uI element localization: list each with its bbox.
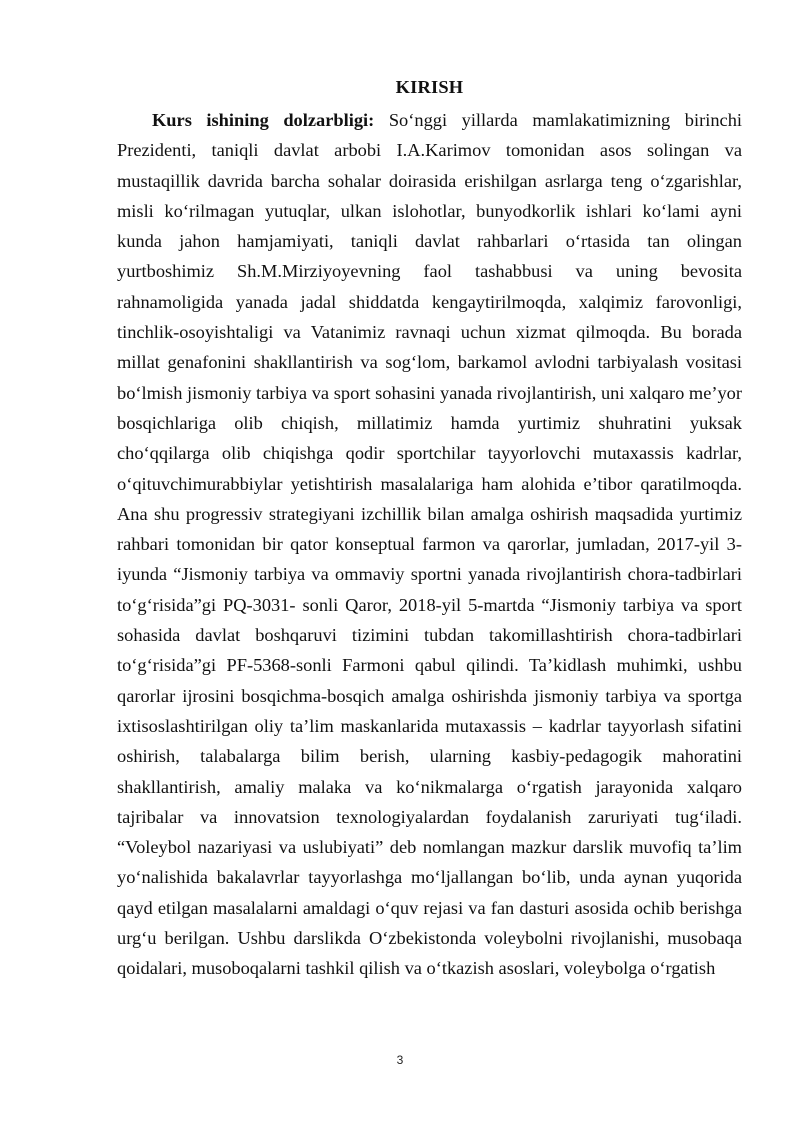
document-page — [117, 72, 742, 984]
page-number: 3 — [396, 1053, 404, 1067]
paragraph-text: So‘nggi yillarda mamlakatimizning birinchi Prezidenti, taniqli davlat arbobi I.A.Karimov tomonidan asos solingan va mustaqillik davrida barcha sohalar doirasida erishilgan asrlarga teng o‘zgarishlar, misli ko‘rilmagan yutuqlar, ulkan islohotlar, bunyodkorlik ishlari ko‘lami ayni kunda jahon hamjamiyati, taniqli davlat rahbarlari o‘rtasida tan olingan yurtboshimiz Sh.M.Mirziyoyevning faol tashabbusi va uning bevosita rahnamoligida yanada jadal shiddatda kengaytirilmoqda, xalqimiz farovonligi, tinchlik-osoyishtaligi va Vatanimiz ravnaqi uchun xizmat qilmoqda. Bu borada millat genafonini shakllantirish va sog‘lom, barkamol avlodni tarbiyalash vositasi bo‘lmish jismoniy tarbiya va sport sohasini yanada rivojlantirish, uni xalqaro me’yor bosqichlariga olib chiqish, millatimiz hamda yurtimiz shuhratini yuksak cho‘qqilarga olib chiqishga qodir sportchilar tayyorlovchi mutaxassis kadrlar, o‘qituvchimurabbiylar yetishtirish masalalariga ham alohida e’tibor qaratilmoqda. Ana shu progressiv strategiyani izchillik bilan amalga oshirish maqsadida yurtimiz rahbari tomonidan bir qator konseptual farmon va qarorlar, jumladan, 2017-yil 3-iyunda “Jismoniy tarbiya va ommaviy sportni yanada rivojlantirish chora-tadbirlari to‘g‘risida”gi PQ-3031- sonli Qaror, 2018-yil 5-martda “Jismoniy tarbiya va sport sohasida davlat boshqaruvi tizimini tubdan takomillashtirish chora-tadbirlari to‘g‘risida”gi PF-5368-sonli Farmoni qabul qilindi. Ta’kidlash muhimki, ushbu qarorlar ijrosini bosqichma-bosqich amalga oshirishda jismoniy tarbiya va sportga ixtisoslashtirilgan oliy ta’lim maskanlarida mutaxassis – kadrlar tayyorlash sifatini oshirish, talabalarga bilim berish, ularning kasbiy-pedagogik mahoratini shakllantirish, amaliy malaka va ko‘nikmalarga o‘rgatish jarayonida xalqaro tajribalar va innovatsion texnologiyalardan foydalanish zaruriyati tug‘iladi. “Voleybol nazariyasi va uslubiyati” deb nomlangan mazkur darslik muvofiq ta’lim yo‘nalishida bakalavrlar tayyorlashga mo‘ljallangan bo‘lib, unda aynan yuqorida qayd etilgan masalalarni amaldagi o‘quv rejasi va fan dasturi asosida ochib berishga urg‘u berilgan. Ushbu darslikda O‘zbekistonda voleybolni rivojlanishi, musobaqa qoidalari, musoboqalarni tashkil qilish va o‘tkazish asoslari, voleybolga o‘rgatish — [117, 110, 742, 979]
intro-paragraph — [117, 105, 742, 984]
page-title: KIRISH — [395, 77, 464, 97]
section-lead-label: Kurs ishining dolzarbligi: — [152, 110, 375, 130]
